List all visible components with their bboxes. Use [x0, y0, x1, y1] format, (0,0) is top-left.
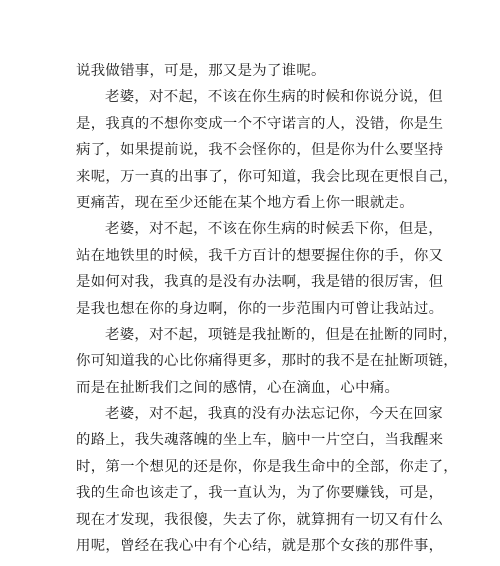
- paragraph-first-line: 老婆，对不起，项链是我扯断的，但是在扯断的同时，: [105, 326, 458, 343]
- paragraph-first-line: 老婆，对不起，不该在你生病的时候丢下你，但是，: [105, 221, 443, 238]
- body-text: [76, 58, 458, 559]
- text-line: 用呢，曾经在我心中有个心结，就是那个女孩的那件事，: [76, 538, 444, 555]
- text-line: 而是在扯断我们之间的感情，心在滴血，心中痛。: [76, 379, 400, 396]
- text-line: 病了，如果提前说，我不会怪你的，但是你为什么要坚持: [76, 142, 444, 159]
- text-line: 我的生命也该走了，我一直认为，为了你要赚钱，可是，: [76, 485, 444, 502]
- text-line: 你可知道我的心比你痛得更多，那时的我不是在扯断项链，: [76, 353, 458, 370]
- text-line: 现在才发现，我很傻，失去了你，就算拥有一切又有什么: [76, 511, 444, 528]
- text-line: 是我也想在你的身边啊，你的一步范围内可曾让我站过。: [76, 300, 444, 317]
- text-line: 是，我真的不想你变成一个不守诺言的人，没错，你是生: [76, 115, 444, 132]
- text-line: 说我做错事，可是，那又是为了谁呢。: [76, 63, 326, 79]
- paragraph-first-line: 老婆，对不起，不该在你生病的时候和你说分说，但: [105, 89, 443, 106]
- text-line: 时，第一个想见的还是你，你是我生命中的全部，你走了，: [76, 458, 458, 475]
- text-line: 来呢，万一真的出事了，你可知道，我会比现在更恨自己，: [76, 168, 458, 185]
- text-line: 是如何对我，我真的是没有办法啊，我是错的很厉害，但: [76, 274, 444, 291]
- paragraph-first-line: 老婆，对不起，我真的没有办法忘记你，今天在回家: [105, 406, 443, 423]
- text-line: 的路上，我失魂落魄的坐上车，脑中一片空白，当我醒来: [76, 432, 444, 449]
- text-line: 更痛苦，现在至少还能在某个地方看上你一眼就走。: [76, 194, 414, 211]
- text-line: 站在地铁里的时候，我千方百计的想要握住你的手，你又: [76, 247, 444, 264]
